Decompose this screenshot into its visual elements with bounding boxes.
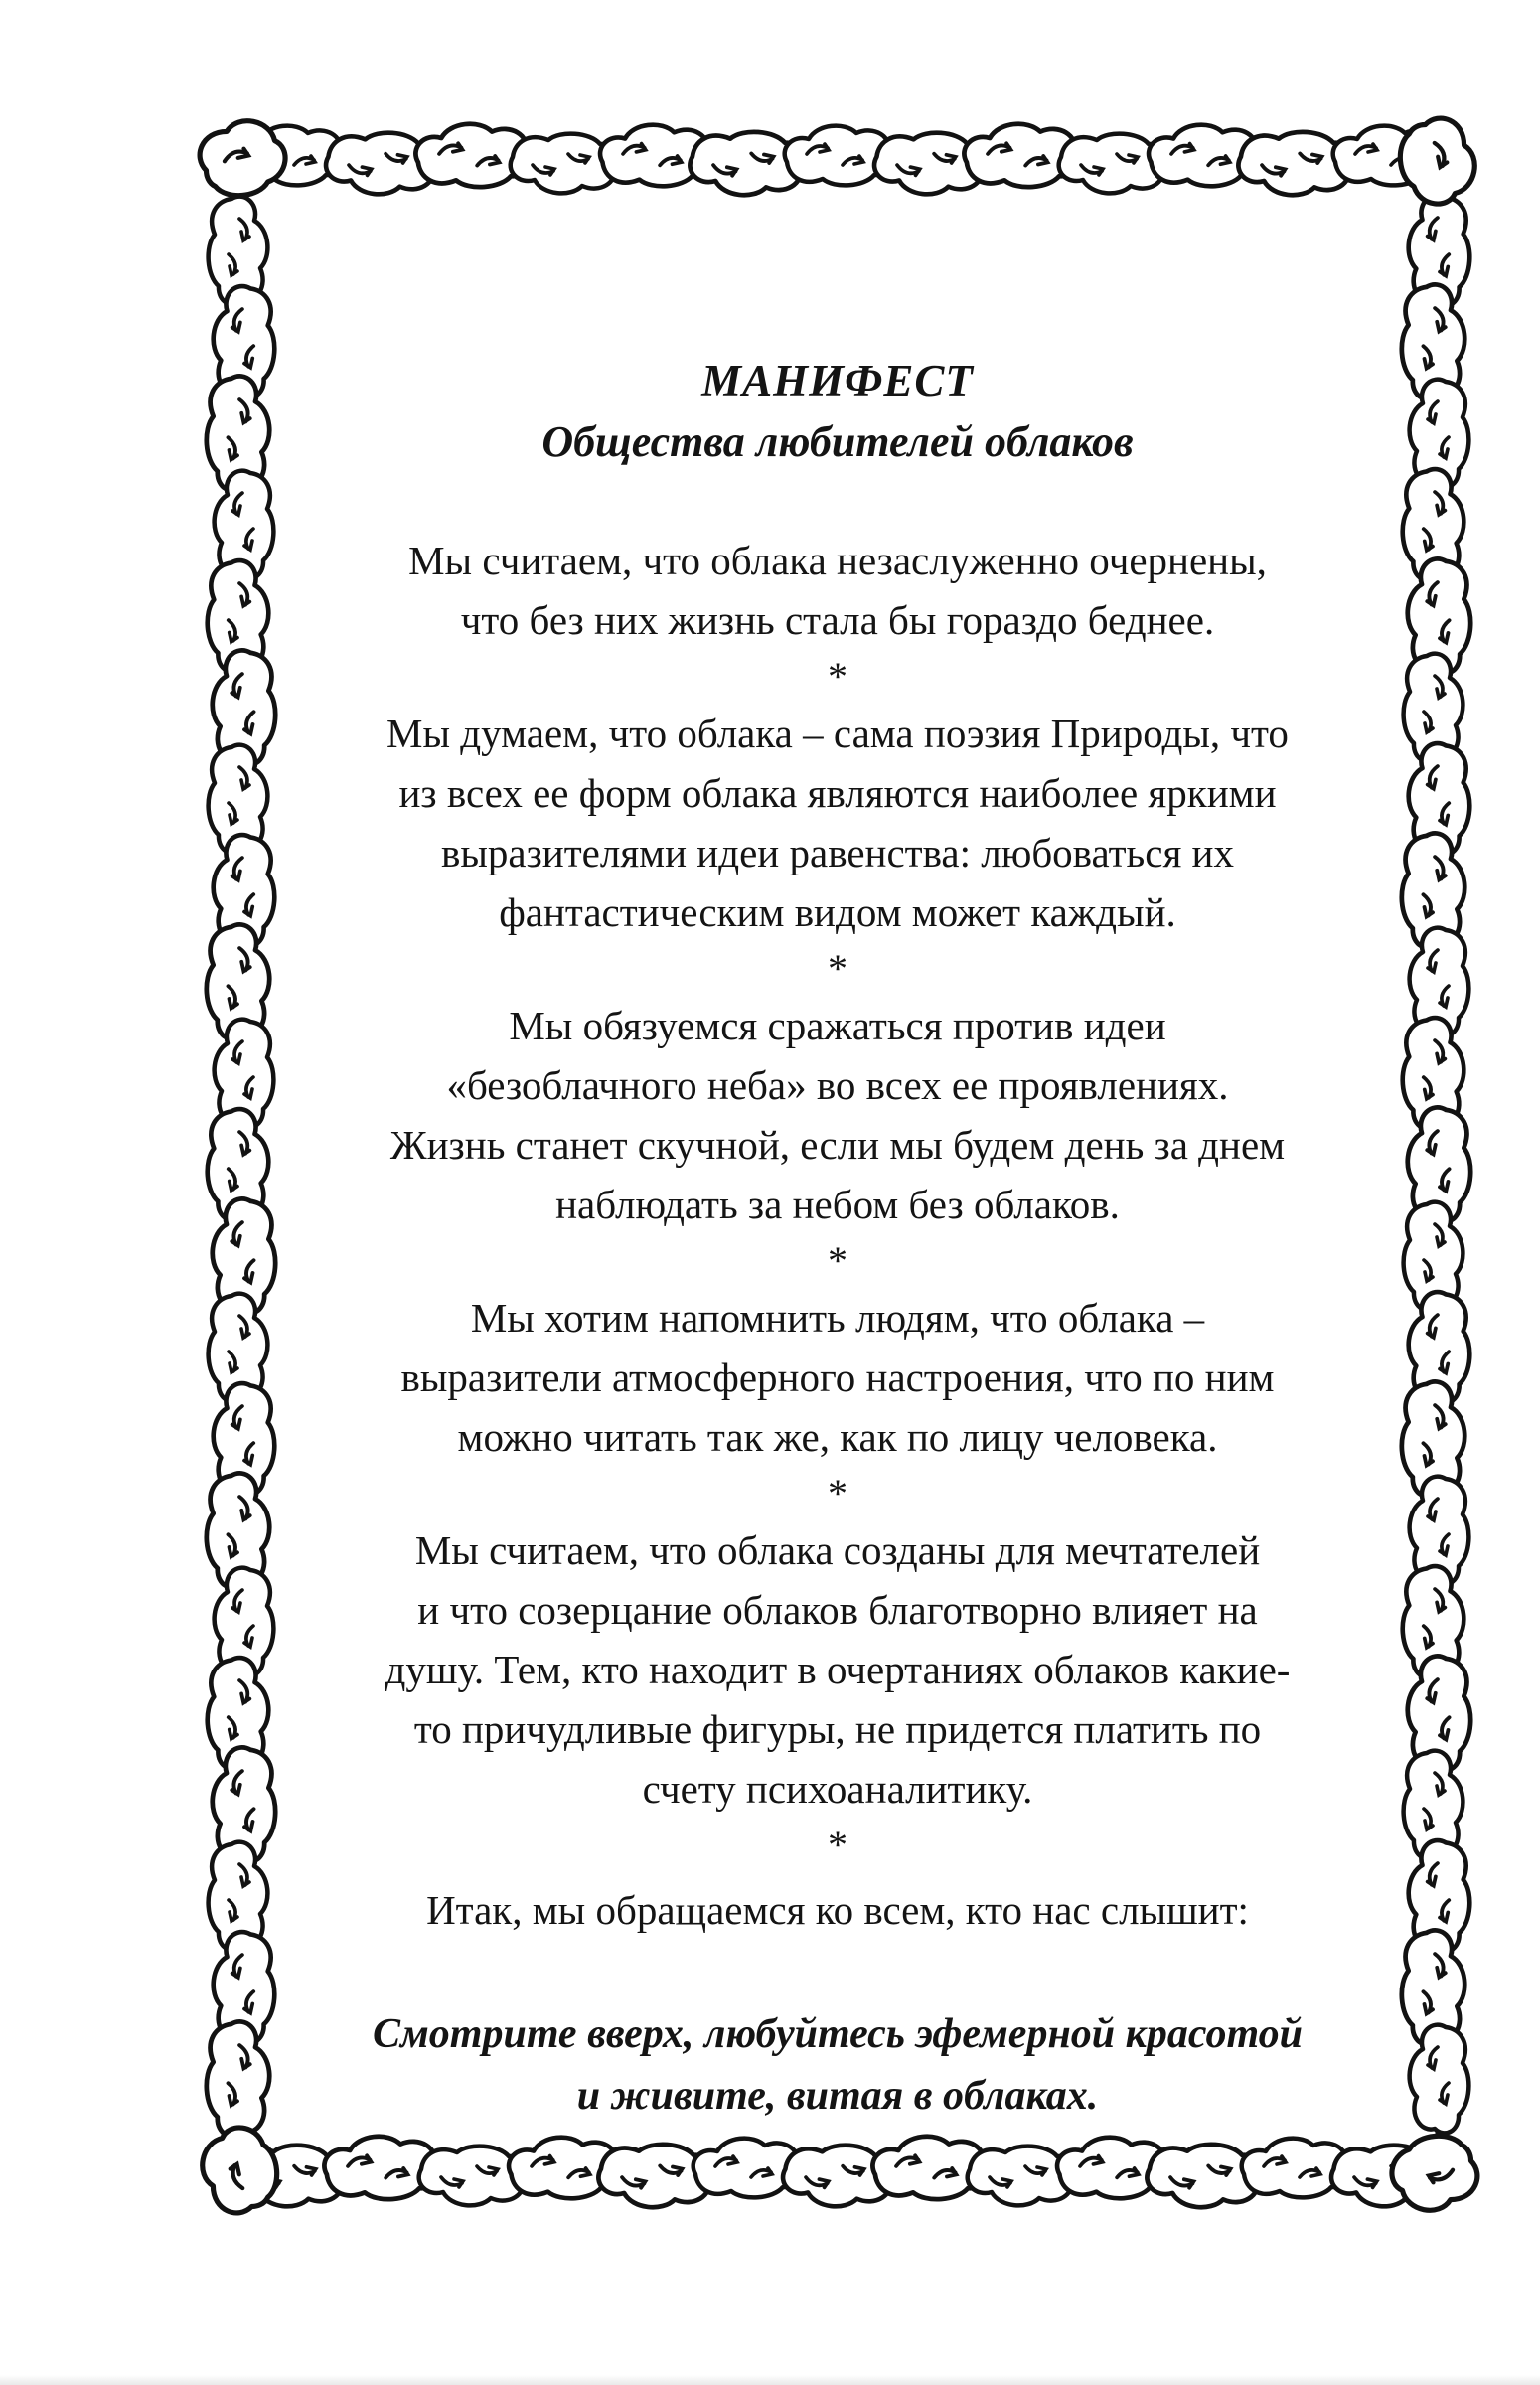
manifesto-paragraph bbox=[261, 996, 1414, 1234]
paragraph-line: «безоблачного неба» во всех ее проявлениях. bbox=[446, 1062, 1229, 1108]
paragraph-line: душу. Тем, кто находит в очертаниях облаков какие- bbox=[385, 1647, 1291, 1692]
paragraph-line: из всех ее форм облака являются наиболее яркими bbox=[398, 770, 1277, 816]
motto-line: и живите, витая в облаках. bbox=[576, 2073, 1099, 2119]
manifesto-motto bbox=[261, 2003, 1414, 2127]
paragraph-line: выразителями идеи равенства: любоваться их bbox=[441, 830, 1234, 875]
appeal-line: Итак, мы обращаемся ко всем, кто нас слышит: bbox=[426, 1887, 1249, 1933]
paragraph-line: то причудливые фигуры, не придется платить по bbox=[413, 1706, 1262, 1752]
paragraph-line: Жизнь станет скучной, если мы будем день за днем bbox=[389, 1122, 1286, 1168]
paragraph-line: счету психоаналитику. bbox=[642, 1766, 1033, 1812]
paragraph-separator-asterisk: * bbox=[828, 1471, 847, 1515]
paragraph-line: и что созерцание облаков благотворно влияет на bbox=[417, 1587, 1258, 1633]
paragraph-separator-asterisk: * bbox=[828, 1823, 847, 1867]
motto-line: Смотрите вверх, любуйтесь эфемерной красотой bbox=[373, 2011, 1303, 2057]
manifesto-paragraph bbox=[261, 1520, 1414, 1819]
manifesto-paragraph bbox=[261, 531, 1414, 650]
manifesto-content bbox=[261, 350, 1414, 2127]
manifesto-body bbox=[261, 531, 1414, 2127]
paragraph-line: Мы обязуемся сражаться против идеи bbox=[509, 1003, 1166, 1048]
paragraph-separator-asterisk: * bbox=[828, 654, 847, 699]
manifesto-title: МАНИФЕСТ bbox=[701, 356, 974, 405]
paragraph-separator-asterisk: * bbox=[828, 1238, 847, 1283]
paragraph-line: Мы думаем, что облака – сама поэзия Природы, что bbox=[386, 711, 1289, 756]
manifesto-appeal bbox=[261, 1878, 1414, 1942]
paragraph-line: фантастическим видом может каждый. bbox=[499, 889, 1176, 935]
paragraph-line: Мы хотим напомнить людям, что облака – bbox=[470, 1295, 1205, 1341]
paragraph-line: Мы считаем, что облака незаслуженно очернены, bbox=[408, 538, 1267, 583]
paragraph-line: что без них жизнь стала бы гораздо беднее. bbox=[460, 597, 1215, 643]
paragraph-line: Мы считаем, что облака созданы для мечтателей bbox=[414, 1527, 1261, 1573]
manifesto-paragraph bbox=[261, 1288, 1414, 1467]
paragraph-line: наблюдать за небом без облаков. bbox=[555, 1182, 1120, 1227]
manifesto-subtitle: Общества любителей облаков bbox=[541, 417, 1134, 466]
paragraph-line: можно читать так же, как по лицу человека. bbox=[457, 1414, 1218, 1460]
paragraph-line: выразители атмосферного настроения, что по ним bbox=[400, 1354, 1275, 1400]
paragraph-separator-asterisk: * bbox=[828, 946, 847, 991]
page-bottom-scan-shadow bbox=[0, 2375, 1540, 2385]
manifesto-paragraph bbox=[261, 704, 1414, 942]
